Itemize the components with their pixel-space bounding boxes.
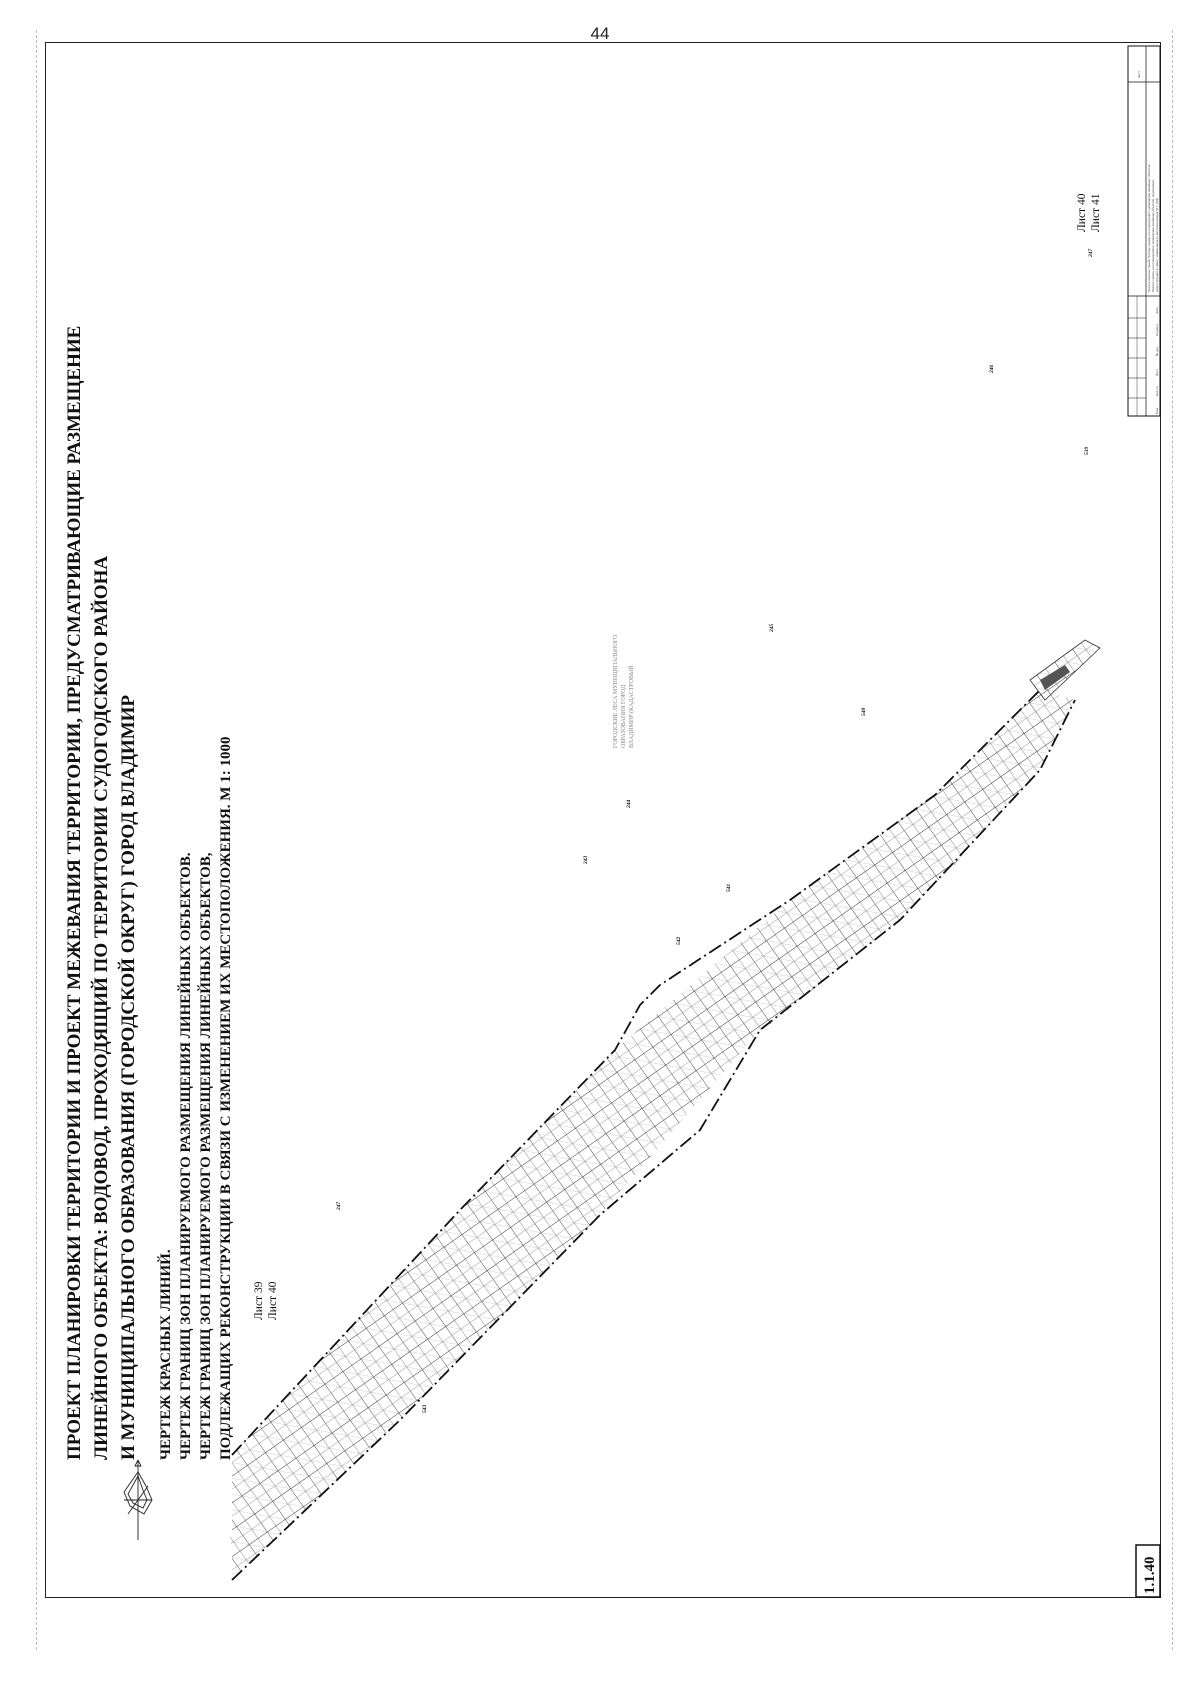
corridor-band [232,690,1075,1580]
center-note-line-1: ГОРОДСКИЕ ЛЕСА МУНИЦИПАЛЬНОГО [613,634,619,748]
center-note-line-3: ВЛАДИМИР (КАДАСТРОВЫЙ [629,665,635,748]
title-line-1: ПРОЕКТ ПЛАНИРОВКИ ТЕРРИТОРИИ И ПРОЕКТ МЕЖЕВАНИЯ ТЕРРИТОРИИ, ПРЕДУСМАТРИВАЮЩИЕ РАЗМЕЩЕНИЕ [64,325,85,1460]
point-number-246: 246 [989,364,995,373]
sheet-label-left-bottom: Лист 40 [267,1281,279,1320]
subtitle-line-2: ЧЕРТЕЖ ГРАНИЦ ЗОН ПЛАНИРУЕМОГО РАЗМЕЩЕНИЯ ЛИНЕЙНЫХ ОБЪЕКТОВ. [178,852,194,1460]
center-note-line-2: ОБРАЗОВАНИЯ ГОРОД [621,684,627,748]
point-number-244: 244 [626,799,632,808]
stamp-sheet-label: Лист [1137,71,1141,78]
stamp-text-line-3: реконструкции в связи с изменением их местоположения М 1:1000 [1155,197,1159,292]
point-number-542: 542 [676,936,682,945]
stamp-header-list: Лист [1155,369,1159,376]
stamp-header-doc: № док. [1155,346,1159,356]
subtitle-line-3: ЧЕРТЕЖ ГРАНИЦ ЗОН ПЛАНИРУЕМОГО РАЗМЕЩЕНИЯ ЛИНЕЙНЫХ ОБЪЕКТОВ, [198,852,214,1460]
point-number-541: 541 [726,883,732,892]
stamp-header-izm: Изм. [1155,407,1159,414]
north-arrow-icon [124,1460,152,1540]
stamp-header-date: Дата [1155,307,1159,314]
point-number-245: 245 [769,623,775,632]
page-number: 44 [590,24,610,43]
subtitle-line-1: ЧЕРТЕЖ КРАСНЫХ ЛИНИЙ. [158,1249,174,1460]
title-line-3: И МУНИЦИПАЛЬНОГО ОБРАЗОВАНИЯ (ГОРОДСКОЙ ОКРУГ) ГОРОД ВЛАДИМИР [118,694,139,1460]
point-number-539: 539 [1084,446,1090,455]
title-line-2: ЛИНЕЙНОГО ОБЪЕКТА: ВОДОВОД, ПРОХОДЯЩИЙ ПО ТЕРРИТОРИИ СУДОГОДСКОГО РАЙОНА [91,555,112,1460]
sheet-label-right-top: Лист 40 [1076,193,1088,232]
subtitle-line-4: ПОДЛЕЖАЩИХ РЕКОНСТРУКЦИИ В СВЯЗИ С ИЗМЕНЕНИЕМ ИХ МЕСТОПОЛОЖЕНИЯ. М 1: 1000 [218,736,234,1460]
point-number-540: 540 [861,707,867,716]
stamp-header-sign: Подпись [1155,323,1159,336]
title-stamp [1128,46,1160,416]
sheet-code-box [1136,1545,1160,1597]
stamp-text-line-1: Чертеж красных линий. Чертеж границ зон планируемого размещения линейных объектов. [1147,163,1151,292]
sheet-label-right-bottom: Лист 41 [1090,193,1102,232]
stamp-header-kol: Кол.уч. [1155,385,1159,396]
point-number-243: 243 [583,855,589,864]
band-fill [232,690,1075,1580]
point-number-543: 543 [422,1404,428,1413]
stamp-text-line-2: Чертеж границ зон планируемого размещения линейных объектов, подлежащих [1151,179,1155,292]
point-number-247a: 247 [336,1201,342,1210]
point-number-247b: 247 [1088,248,1094,257]
sheet-label-left-top: Лист 39 [253,1281,265,1320]
sheet-code: 1.1.40 [1142,1556,1158,1594]
